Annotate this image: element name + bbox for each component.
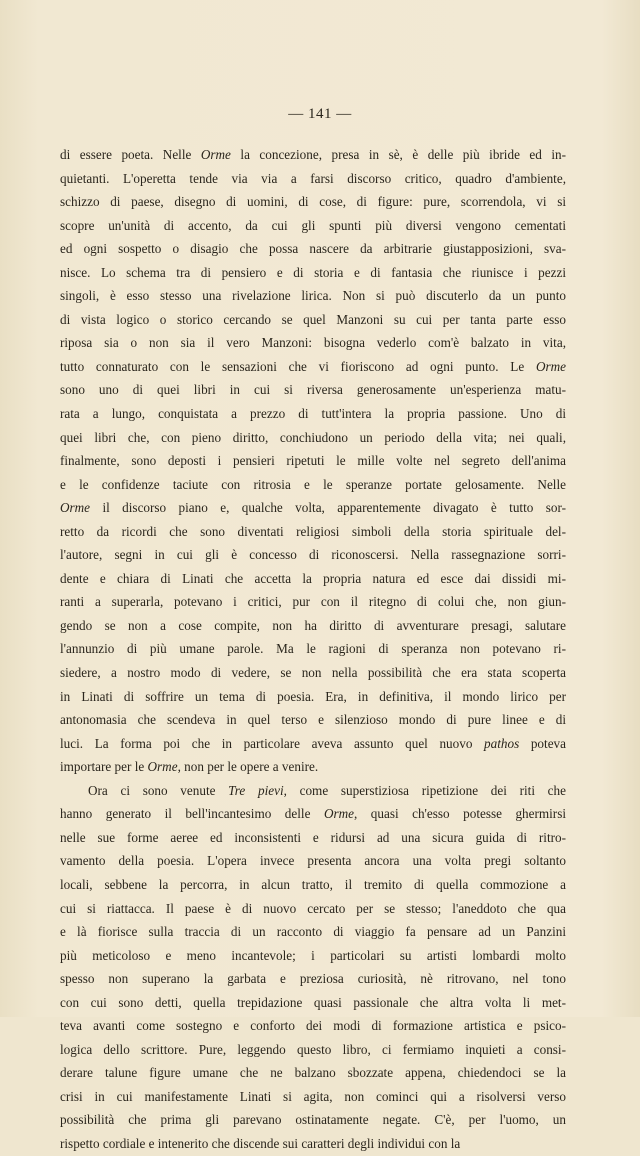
text-segment: retto da ricordi che sono diventati religiosi simboli della storia spirituale del- — [60, 523, 566, 539]
text-segment: vamento della poesia. L'opera invece presenta ancora una volta pregi soltanto — [60, 853, 566, 869]
text-segment: crisi in cui manifestamente Linati si agita, non cominci qui a risolversi verso — [60, 1088, 566, 1104]
text-segment: e là fiorisce sulla traccia di un racconto di viaggio fa pensare ad un Panzini — [60, 924, 566, 940]
text-line — [60, 1038, 566, 1062]
text-line — [60, 779, 566, 803]
text-line — [60, 1108, 566, 1132]
body-text — [60, 143, 566, 1156]
text-segment: nelle sue forme aeree ed inconsistenti e ridursi ad una sicura guida di ritro- — [60, 829, 566, 845]
text-segment: tutto connaturato con le sensazioni che vi fioriscono ad ogni punto. Le — [60, 358, 536, 374]
text-segment: gendo se non a cose compite, non ha diritto di avventurare presagi, salutare — [60, 617, 566, 633]
text-line — [60, 355, 566, 379]
text-line — [60, 473, 566, 497]
text-line — [60, 143, 566, 167]
italic-title: Orme — [147, 759, 178, 775]
text-line — [60, 567, 566, 591]
text-segment: Ora ci sono venute — [88, 782, 229, 798]
text-segment: sono uno di quei libri in cui si riversa generosamente un'esperienza matu- — [60, 382, 566, 398]
text-segment: locali, sebbene la percorra, in alcun tratto, il tremito di quella commozione a — [60, 876, 566, 892]
text-segment: , come superstiziosa ripetizione dei riti che — [283, 782, 566, 798]
text-line — [60, 1014, 566, 1038]
text-segment: , quasi ch'esso potesse ghermirsi — [353, 806, 566, 822]
text-segment: riposa sia o non sia il vero Manzoni: bisogna vederlo com'è balzato in vita, — [60, 335, 566, 351]
text-line — [60, 1061, 566, 1085]
text-segment: ed ogni sospetto o disagio che possa nascere da arbitrarie giustapposizioni, sva- — [60, 241, 566, 257]
text-segment: e le confidenze taciute con ritrosia e le speranze portate gelosamente. Nelle — [60, 476, 566, 492]
text-segment: luci. La forma poi che in particolare aveva assunto quel nuovo — [60, 735, 485, 751]
text-line — [60, 1085, 566, 1109]
text-segment: di vista logico o storico cercando se quel Manzoni su cui per tanta parte esso — [60, 311, 566, 327]
text-segment: ranti a superarla, potevano i critici, pur con il ritegno di colui che, non giun- — [60, 594, 566, 610]
text-line — [60, 449, 566, 473]
text-segment: singoli, è esso stesso una rivelazione lirica. Non si può discuterlo da un punto — [60, 288, 566, 304]
text-segment: dente e chiara di Linati che accetta la propria natura ed esce dai dissidi mi- — [60, 570, 566, 586]
text-segment: importare per le — [60, 759, 148, 775]
text-segment: con cui sono detti, quella trepidazione quasi passionale che altra volta li met- — [60, 994, 566, 1010]
text-segment: in Linati di soffrire un tema di poesia. Era, in definitiva, il mondo lirico per — [60, 688, 566, 704]
text-line — [60, 685, 566, 709]
text-line — [60, 543, 566, 567]
text-segment: quietanti. L'operetta tende via via a farsi discorso critico, quadro d'ambiente, — [60, 170, 566, 186]
text-line — [60, 826, 566, 850]
text-line — [60, 873, 566, 897]
text-line — [60, 967, 566, 991]
text-line — [60, 661, 566, 685]
italic-title: Orme — [200, 147, 231, 162]
text-segment: schizzo di paese, disegno di uomini, di cose, di figure: pure, scorrendola, vi si — [60, 194, 566, 210]
text-line — [60, 237, 566, 261]
text-segment: teva avanti come sostegno e conforto dei modi di formazione artistica e psico- — [60, 1018, 566, 1034]
text-line — [60, 991, 566, 1015]
text-segment: possibilità che prima gli parevano ostinatamente negate. C'è, per l'uomo, un — [60, 1112, 566, 1128]
text-segment: l'autore, segni in cui gli è concesso di riconoscersi. Nella rassegnazione sorri- — [60, 547, 566, 563]
text-segment: antonomasia che scendeva in quel terso e silenzioso mondo di pure linee e di — [60, 712, 566, 728]
paragraph-2 — [60, 779, 566, 1156]
text-segment: più meticoloso e meno incantevole; i particolari su artisti lombardi molto — [60, 947, 566, 963]
italic-title: Orme — [323, 806, 354, 822]
page-number: — 141 — — [288, 106, 352, 122]
italic-title: pathos — [484, 735, 520, 751]
text-segment: quei libri che, con pieno diritto, conchiudono un periodo della vita; nei quali, — [60, 429, 566, 445]
text-line — [60, 214, 566, 238]
text-segment: rispetto cordiale e intenerito che discende sui caratteri degli individui con la — [60, 1135, 461, 1151]
text-line — [60, 802, 566, 826]
text-line — [60, 1132, 566, 1156]
text-segment: siedere, a nostro modo di vedere, se non nella possibilità che era stata scoperta — [60, 665, 566, 681]
text-segment: hanno generato il bell'incantesimo delle — [60, 806, 324, 822]
italic-title: Orme — [60, 500, 91, 516]
text-line — [60, 496, 566, 520]
text-segment: il discorso piano e, qualche volta, apparentemente divagato è tutto sor- — [90, 500, 566, 516]
text-segment: finalmente, sono deposti i pensieri ripetuti le mille volte nel segreto dell'anima — [60, 453, 566, 469]
text-segment: la concezione, presa in sè, è delle più ibride ed in- — [230, 147, 566, 162]
text-line — [60, 402, 566, 426]
paragraph-1 — [60, 143, 566, 779]
italic-title: Orme — [535, 358, 566, 374]
text-segment: derare talune figure umane che ne balzano sbozzate appena, chiedendoci se la — [60, 1065, 566, 1081]
text-line — [60, 897, 566, 921]
text-line — [60, 590, 566, 614]
text-line — [60, 308, 566, 332]
text-line — [60, 520, 566, 544]
text-line — [60, 849, 566, 873]
text-line — [60, 637, 566, 661]
text-segment: poteva — [519, 735, 566, 751]
text-segment: , non per le opere a venire. — [177, 759, 319, 775]
text-segment: di essere poeta. Nelle — [60, 147, 201, 162]
text-line — [60, 944, 566, 968]
text-segment: cui si riattacca. Il paese è di nuovo cercato per se stesso; l'aneddoto che qua — [60, 900, 566, 916]
text-segment: l'annunzio di più umane parole. Ma le ragioni di speranza non potevano ri- — [60, 641, 566, 657]
italic-title: Tre pievi — [228, 782, 284, 798]
text-line — [60, 426, 566, 450]
text-line — [60, 614, 566, 638]
text-line — [60, 261, 566, 285]
text-line — [60, 708, 566, 732]
text-line — [60, 920, 566, 944]
text-line — [60, 284, 566, 308]
text-line — [60, 190, 566, 214]
text-segment: logica dello scrittore. Pure, leggendo questo libro, ci fermiamo inquieti a consi- — [60, 1041, 566, 1057]
text-line — [60, 378, 566, 402]
text-segment: rata a lungo, conquistata a prezzo di tutt'intera la propria passione. Uno di — [60, 406, 566, 422]
text-line — [60, 331, 566, 355]
text-line — [60, 755, 566, 779]
text-segment: nisce. Lo schema tra di pensiero e di storia e di fantasia che riunisce i pezzi — [60, 264, 566, 280]
text-line — [60, 732, 566, 756]
text-segment: spesso non superano la garbata e preziosa curiosità, nè ritrovano, nel tono — [60, 971, 566, 987]
text-line — [60, 167, 566, 191]
text-segment: scopre un'unità di accento, da cui gli spunti più diversi vengono cementati — [60, 217, 566, 233]
